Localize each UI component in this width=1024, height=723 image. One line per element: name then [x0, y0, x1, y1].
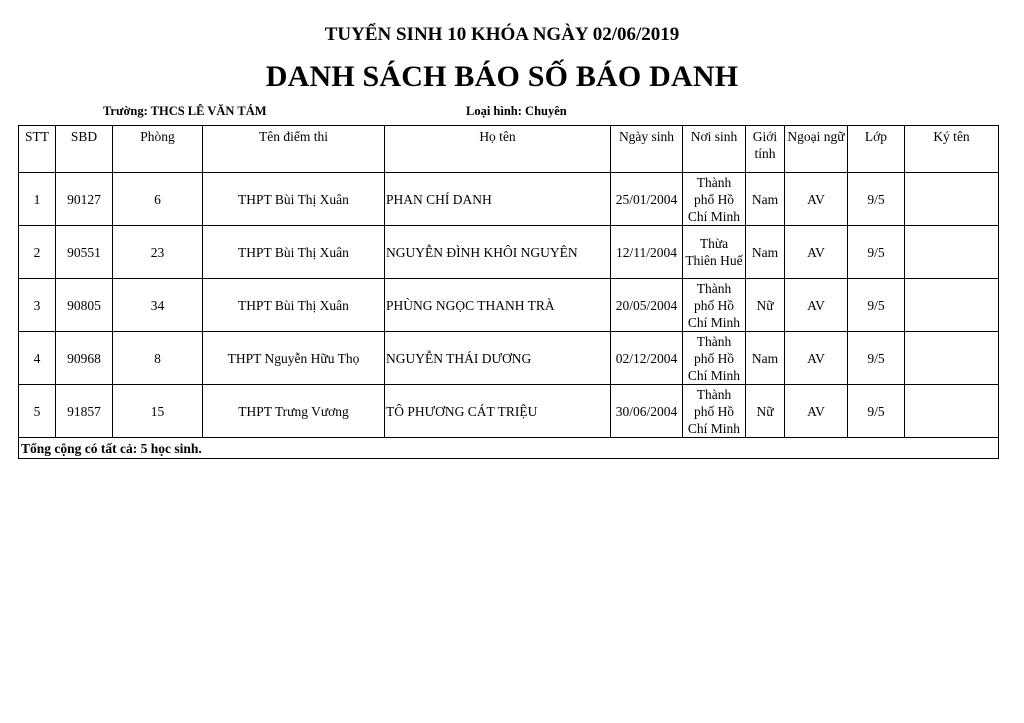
cell-gender: Nữ: [746, 279, 785, 332]
cell-stt: 1: [19, 173, 56, 226]
cell-class: 9/5: [848, 226, 905, 279]
cell-class: 9/5: [848, 332, 905, 385]
cell-dob: 25/01/2004: [611, 173, 683, 226]
cell-class: 9/5: [848, 279, 905, 332]
exam-subtitle: TUYỂN SINH 10 KHÓA NGÀY 02/06/2019: [324, 24, 680, 45]
cell-class: 9/5: [848, 385, 905, 438]
col-header-dob: Ngày sinh: [611, 126, 683, 173]
cell-name: NGUYỄN THÁI DƯƠNG: [385, 332, 611, 385]
table-row: [19, 173, 999, 226]
cell-site: THPT Bùi Thị Xuân: [203, 226, 385, 279]
total-summary: Tổng cộng có tất cả: 5 học sinh.: [19, 438, 999, 459]
cell-birthplace: Thành phố Hồ Chí Minh: [683, 279, 746, 332]
col-header-site: Tên điểm thi: [203, 126, 385, 173]
table-row: [19, 332, 999, 385]
cell-language: AV: [785, 332, 848, 385]
table-row: [19, 385, 999, 438]
cell-room: 34: [113, 279, 203, 332]
cell-stt: 5: [19, 385, 56, 438]
cell-signature: [905, 226, 999, 279]
cell-gender: Nam: [746, 173, 785, 226]
cell-language: AV: [785, 173, 848, 226]
cell-gender: Nam: [746, 332, 785, 385]
col-header-gender: Giới tính: [746, 126, 785, 173]
cell-signature: [905, 173, 999, 226]
cell-sbd: 90968: [56, 332, 113, 385]
cell-dob: 20/05/2004: [611, 279, 683, 332]
cell-room: 15: [113, 385, 203, 438]
cell-language: AV: [785, 226, 848, 279]
col-header-language: Ngoại ngữ: [785, 126, 848, 173]
cell-birthplace: Thành phố Hồ Chí Minh: [683, 385, 746, 438]
table-row: [19, 226, 999, 279]
cell-gender: Nữ: [746, 385, 785, 438]
cell-stt: 2: [19, 226, 56, 279]
cell-dob: 12/11/2004: [611, 226, 683, 279]
col-header-room: Phòng: [113, 126, 203, 173]
cell-dob: 30/06/2004: [611, 385, 683, 438]
table-row: [19, 279, 999, 332]
cell-stt: 3: [19, 279, 56, 332]
cell-site: THPT Nguyễn Hữu Thọ: [203, 332, 385, 385]
cell-room: 23: [113, 226, 203, 279]
cell-name: TÔ PHƯƠNG CÁT TRIỆU: [385, 385, 611, 438]
cell-birthplace: Thừa Thiên Huế: [683, 226, 746, 279]
cell-name: PHÙNG NGỌC THANH TRÀ: [385, 279, 611, 332]
col-header-name: Họ tên: [385, 126, 611, 173]
cell-sbd: 90551: [56, 226, 113, 279]
cell-sbd: 90805: [56, 279, 113, 332]
cell-site: THPT Bùi Thị Xuân: [203, 173, 385, 226]
cell-site: THPT Trưng Vương: [203, 385, 385, 438]
col-header-signature: Ký tên: [905, 126, 999, 173]
cell-language: AV: [785, 279, 848, 332]
cell-gender: Nam: [746, 226, 785, 279]
cell-class: 9/5: [848, 173, 905, 226]
cell-signature: [905, 385, 999, 438]
school-label: Trường: THCS LÊ VĂN TÁM: [103, 104, 267, 118]
total-row: [19, 438, 999, 459]
cell-dob: 02/12/2004: [611, 332, 683, 385]
col-header-birthplace: Nơi sinh: [683, 126, 746, 173]
cell-stt: 4: [19, 332, 56, 385]
cell-language: AV: [785, 385, 848, 438]
col-header-stt: STT: [19, 126, 56, 173]
type-label: Loại hình: Chuyên: [466, 104, 567, 118]
cell-sbd: 91857: [56, 385, 113, 438]
table-header-row: [19, 126, 999, 173]
cell-birthplace: Thành phố Hồ Chí Minh: [683, 173, 746, 226]
cell-name: NGUYỄN ĐÌNH KHÔI NGUYÊN: [385, 226, 611, 279]
cell-signature: [905, 279, 999, 332]
col-header-class: Lớp: [848, 126, 905, 173]
cell-birthplace: Thành phố Hồ Chí Minh: [683, 332, 746, 385]
cell-site: THPT Bùi Thị Xuân: [203, 279, 385, 332]
student-table: [18, 125, 999, 459]
cell-name: PHAN CHÍ DANH: [385, 173, 611, 226]
page-title: DANH SÁCH BÁO SỐ BÁO DANH: [265, 60, 739, 93]
cell-signature: [905, 332, 999, 385]
cell-room: 8: [113, 332, 203, 385]
cell-room: 6: [113, 173, 203, 226]
col-header-sbd: SBD: [56, 126, 113, 173]
cell-sbd: 90127: [56, 173, 113, 226]
